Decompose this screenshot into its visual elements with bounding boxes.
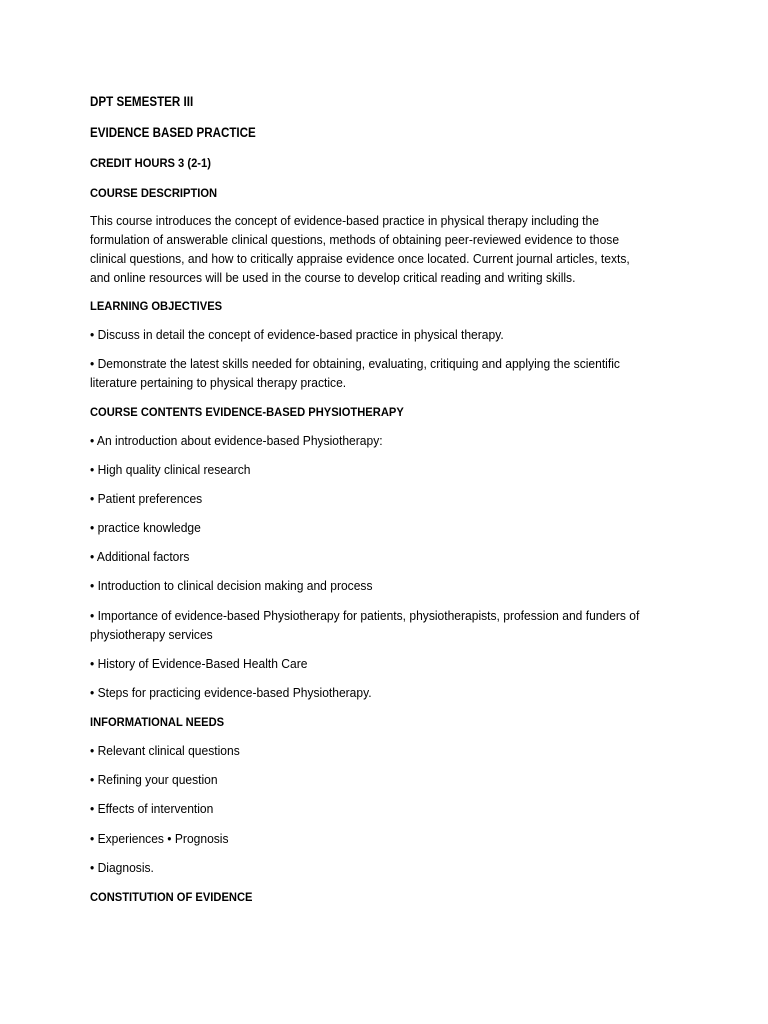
objective-item: • Demonstrate the latest skills needed for obtaining, evaluating, critiquing and applying the scientific (90, 357, 620, 371)
description-line: This course introduces the concept of evidence-based practice in physical therapy including the (90, 214, 599, 228)
content-item: • An introduction about evidence-based Physiotherapy: (90, 434, 383, 448)
informational-needs-heading: INFORMATIONAL NEEDS (90, 715, 225, 729)
needs-item: • Experiences • Prognosis (90, 832, 229, 846)
description-line: clinical questions, and how to critically appraise evidence once located. Current journal articles, texts, (90, 252, 630, 266)
description-line: formulation of answerable clinical questions, methods of obtaining peer-reviewed evidence to those (90, 233, 620, 247)
learning-objectives-heading: LEARNING OBJECTIVES (90, 299, 223, 313)
constitution-heading: CONSTITUTION OF EVIDENCE (90, 890, 253, 904)
content-item: • Additional factors (90, 550, 190, 564)
content-item: • History of Evidence-Based Health Care (90, 657, 308, 671)
needs-item: • Diagnosis. (90, 861, 154, 875)
credit-hours: CREDIT HOURS 3 (2-1) (90, 156, 211, 170)
needs-item: • Relevant clinical questions (90, 744, 240, 758)
content-item: • Patient preferences (90, 492, 203, 506)
semester-title: DPT SEMESTER III (90, 94, 194, 109)
content-item: • Steps for practicing evidence-based Physiotherapy. (90, 686, 372, 700)
needs-item: • Refining your question (90, 773, 218, 787)
content-item-continued: physiotherapy services (90, 628, 213, 642)
content-item: • High quality clinical research (90, 463, 251, 477)
objective-item: • Discuss in detail the concept of evidence-based practice in physical therapy. (90, 328, 504, 342)
content-item: • practice knowledge (90, 521, 201, 535)
course-contents-heading: COURSE CONTENTS EVIDENCE-BASED PHYSIOTHERAPY (90, 405, 404, 419)
course-description-heading: COURSE DESCRIPTION (90, 186, 218, 200)
content-item: • Importance of evidence-based Physiotherapy for patients, physiotherapists, profession and funders of (90, 609, 640, 623)
description-line: and online resources will be used in the course to develop critical reading and writing skills. (90, 271, 576, 285)
course-title: EVIDENCE BASED PRACTICE (90, 125, 256, 140)
objective-item-continued: literature pertaining to physical therapy practice. (90, 376, 347, 390)
content-item: • Introduction to clinical decision making and process (90, 579, 373, 593)
needs-item: • Effects of intervention (90, 802, 214, 816)
